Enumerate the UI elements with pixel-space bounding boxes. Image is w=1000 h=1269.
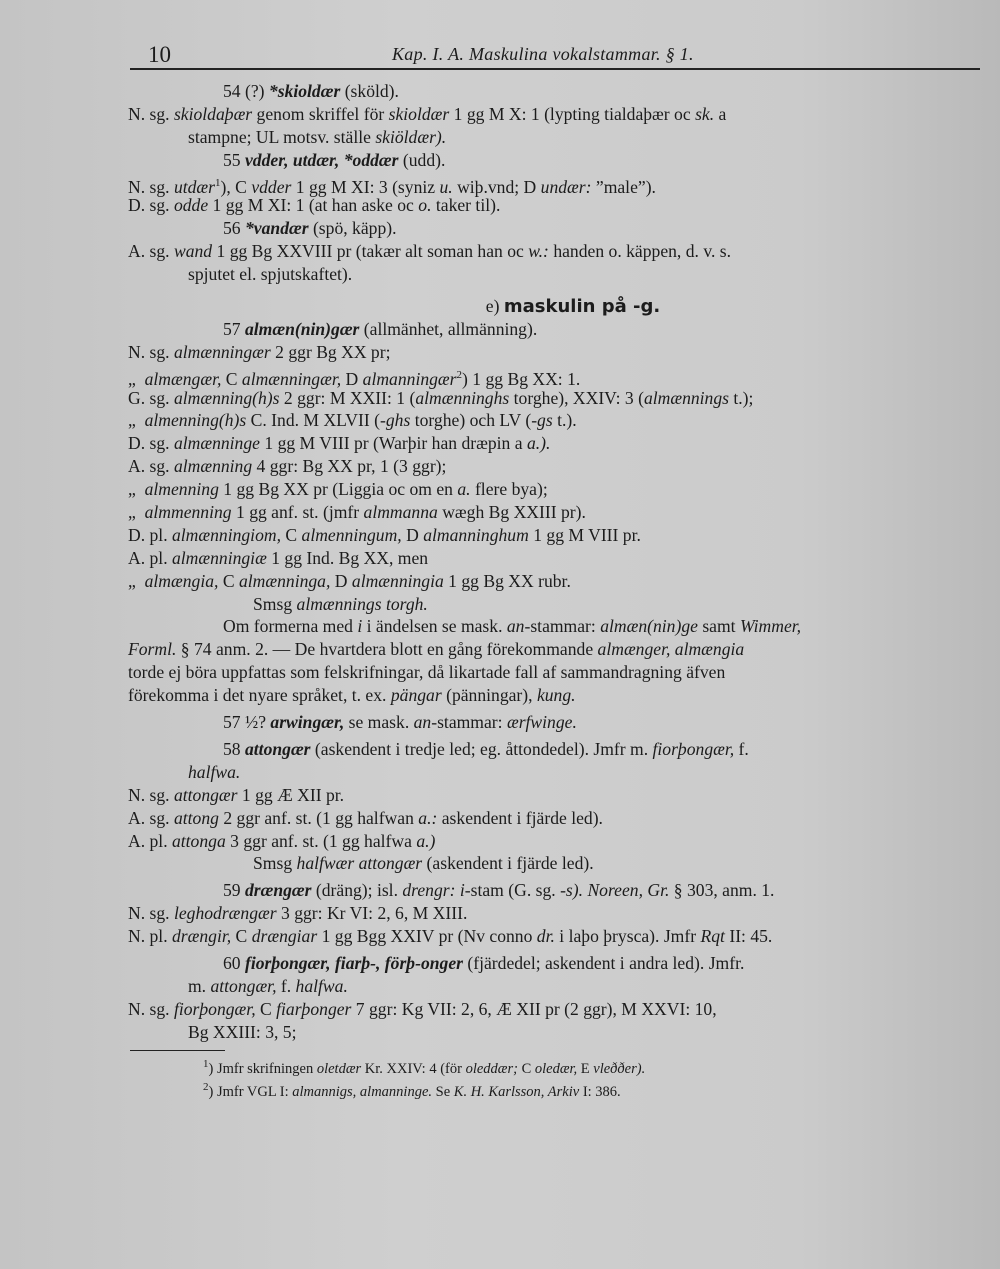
text-line: m. attongær, f. halfwa. — [188, 975, 348, 996]
text-line: „ almenning 1 gg Bg XX pr (Liggia oc om en a. flere bya); — [128, 479, 548, 500]
text-line: D. pl. almænningiom, C almenningum, D almanninghum 1 gg M VIII pr. — [128, 524, 641, 545]
text-line: N. sg. leghodrængær 3 ggr: Kr VI: 2, 6, M XIII. — [128, 903, 468, 924]
text-line: förekomma i det nyare språket, t. ex. pängar (pänningar), kung. — [128, 685, 576, 706]
text-line: N. sg. almænningær 2 ggr Bg XX pr; — [128, 341, 391, 362]
text-line: 55 vdder, utdær, *oddær (udd). — [223, 149, 446, 170]
text-line: A. sg. attong 2 ggr anf. st. (1 gg halfwan a.: askendent i fjärde led). — [128, 807, 603, 828]
footnotes — [128, 1055, 988, 1103]
footnote-divider — [130, 1050, 225, 1051]
text-line: Smsg almænnings torgh. — [253, 593, 428, 614]
line-gap — [128, 286, 988, 295]
footnote: $^1$) Jmfr skrifningen oletdær Kr. XXIV: 4 (för oleddær; C oledær, E vleððer). — [203, 1057, 646, 1077]
footnote: $^2$) Jmfr VGL I: almannigs, almanninge. Se K. H. Karlsson, Arkiv I: 386. — [203, 1081, 621, 1101]
text-line: A. sg. wand 1 gg Bg XXVIII pr (takær alt soman han oc w.: handen o. käppen, d. v. s. — [128, 241, 732, 262]
text-line: halfwa. — [188, 761, 241, 782]
text-line: 58 attongær (askendent i tredje led; eg. åttondedel). Jmfr m. fiorþongær, f. — [223, 738, 749, 759]
text-line: N. sg. utdær$^1$), C vdder 1 gg M XI: 3 (syniz u. wiþ.vnd; D undær: ”male”). — [128, 176, 656, 197]
text-line: Smsg halfwær attongær (askendent i fjärde led). — [253, 853, 594, 874]
section-heading: e) maskulin på -g. — [485, 296, 661, 318]
text-line: „ almængia, C almænninga, D almænningia 1 gg Bg XX rubr. — [128, 570, 571, 591]
text-line: N. sg. attongær 1 gg Æ XII pr. — [128, 784, 345, 805]
text-lines — [128, 80, 988, 1044]
text-line: stampne; UL motsv. ställe skiöldær). — [188, 126, 447, 147]
text-line: N. sg. skioldaþær genom skriffel för skioldær 1 gg M X: 1 (lypting tialdaþær oc sk. a — [128, 103, 727, 124]
text-line: 59 drængær (dräng); isl. drengr: i-stam (G. sg. -s). Noreen, Gr. § 303, anm. 1. — [223, 880, 775, 901]
text-line: „ almmenning 1 gg anf. st. (jmfr almmanna wægh Bg XXIII pr). — [128, 502, 586, 523]
page-header — [130, 38, 980, 70]
text-line: A. sg. almænning 4 ggr: Bg XX pr, 1 (3 ggr); — [128, 456, 447, 477]
text-line: N. pl. drængir, C drængiar 1 gg Bgg XXIV pr (Nv conno dr. i laþo þrysca). Jmfr Rqt II: 45. — [128, 926, 773, 947]
text-line: 57 almæn(nin)gær (allmänhet, allmänning). — [223, 318, 538, 339]
text-line: Om formerna med i i ändelsen se mask. an-stammar: almæn(nin)ge samt Wimmer, — [223, 616, 802, 637]
text-line: A. pl. attonga 3 ggr anf. st. (1 gg halfwa a.) — [128, 830, 436, 851]
text-line: 57 ½? arwingær, se mask. an-stammar: ærfwinge. — [223, 712, 577, 733]
page-number: 10 — [148, 42, 171, 67]
running-title: Kap. I. A. Maskulina vokalstammar. § 1. — [392, 44, 694, 64]
text-line: torde ej böra uppfattas som felskrifningar, då likartade fall af sammandragning äfven — [128, 662, 726, 683]
main-text — [128, 80, 988, 1102]
text-line: Forml. § 74 anm. 2. — De hvartdera blott en gång förekommande almænger, almængia — [128, 639, 745, 660]
text-line: 56 *vandær (spö, käpp). — [223, 218, 397, 239]
text-line: „ almængær, C almænningær, D almanningær$^2$) 1 gg Bg XX: 1. — [128, 368, 581, 389]
text-line: A. pl. almænningiæ 1 gg Ind. Bg XX, men — [128, 547, 429, 568]
text-line: spjutet el. spjutskaftet). — [188, 264, 353, 285]
text-line: „ almenning(h)s C. Ind. M XLVII (-ghs torghe) och LV (-gs t.). — [128, 410, 577, 431]
text-line: 60 fiorþongær, fiarþ-, förþ-onger (fjärdedel; askendent i andra led). Jmfr. — [223, 952, 745, 973]
text-line: D. sg. almænninge 1 gg M VIII pr (Warþir han dræpin a a.). — [128, 433, 551, 454]
text-line: N. sg. fiorþongær, C fiarþonger 7 ggr: Kg VII: 2, 6, Æ XII pr (2 ggr), M XXVI: 10, — [128, 998, 717, 1019]
text-line: 54 (?) *skioldær (sköld). — [223, 81, 399, 101]
text-line: D. sg. odde 1 gg M XI: 1 (at han aske oc o. taker til). — [128, 195, 501, 216]
text-line: Bg XXIII: 3, 5; — [188, 1021, 297, 1042]
text-line: G. sg. almænning(h)s 2 ggr: M XXII: 1 (almænninghs torghe), XXIV: 3 (almænnings t.); — [128, 387, 754, 408]
